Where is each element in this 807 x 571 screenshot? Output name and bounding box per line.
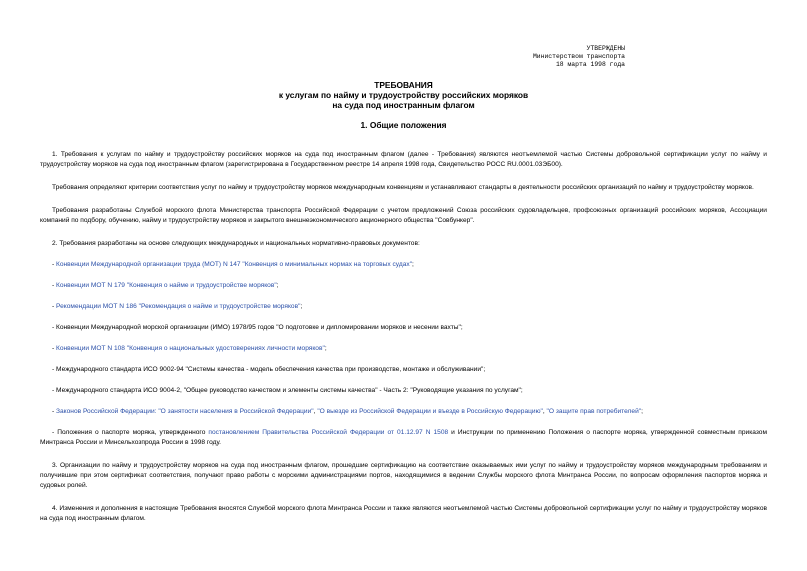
paragraph-1: 1. Требования к услугам по найму и трудоустройству российских моряков на суда под иностранным флагом (далее - Требования) являются неотъемлемой частью Системы добровольной сертификации услуг по найму и трудоустройству моряков на суда под иностранным флагом (зарегистрирована в Государственном реестре 14 апреля 1998 года, Свидетельство РОСС RU.0001.03ЭБ00).	[40, 151, 767, 168]
paragraph-3: 3. Организации по найму и трудоустройству моряков на суда под иностранным флагом, прошедшие сертификацию на соответствие оказываемых ими услуг по найму и трудоустройству моряков международным требованиям и получившие при этом сертификат соответствия, получают право работы с морскими администрациями портов, находящимися в ведении Службы морского флота Минтранса России, по вопросам оформления паспортов моряка и судовых ролей.	[40, 462, 767, 489]
list-item-ilo-108: - Конвенции МОТ N 108 "Конвенция о национальных удостоверениях личности моряков";	[52, 345, 327, 352]
document-title	[0, 80, 807, 110]
title-line-1: ТРЕБОВАНИЯ	[374, 80, 433, 90]
paragraph-2: 2. Требования разработаны на основе следующих международных и национальных нормативно-правовых документов:	[52, 240, 420, 247]
list-item-ilo-186: - Рекомендации МОТ N 186 "Рекомендация о найме и трудоустройстве моряков";	[52, 303, 303, 310]
list-item-laws: - Законов Российской Федерации: "О занятости населения в Российской Федерации", "О выезде из Российской Федерации и въезде в Российскую Федерацию", "О защите прав потребителей";	[52, 408, 643, 415]
list-item-ilo-179: - Конвенции МОТ N 179 "Конвенция о найме и трудоустройстве моряков";	[52, 282, 279, 289]
paragraph-4: 4. Изменения и дополнения в настоящие Требования вносятся Службой морского флота Минтранса России и также являются неотъемлемой частью Системы добровольной сертификации услуг по найму и трудоустройству моряков на суда под иностранным флагом.	[40, 505, 767, 522]
paragraph-criteria: Требования определяют критерии соответствия услуг по найму и трудоустройству моряков международным конвенциям и устанавливают стандарты в деятельности российских организаций по найму и трудоустройству моряков.	[52, 184, 754, 191]
title-line-3: на суда под иностранным флагом	[332, 100, 475, 110]
approval-line-ministry: Министерством транспорта	[532, 53, 625, 60]
link-ilo-186[interactable]: Рекомендации МОТ N 186 "Рекомендация о найме и трудоустройстве моряков"	[56, 303, 301, 310]
paragraph-developers: Требования разработаны Службой морского флота Министерства транспорта Российской Федерации с учетом предложений Союза российских судовладельцев, профсоюзных организаций российских моряков, Ассоциации компаний по подбору, обучению, найму и трудоустройству моряков и закрытого внешнеэкономического акционерного общества "Совбункер".	[40, 207, 767, 224]
link-law-consumer-rights[interactable]: "О защите прав потребителей"	[546, 408, 642, 415]
link-law-employment[interactable]: Законов Российской Федерации: "О занятости населения в Российской Федерации"	[56, 408, 314, 415]
list-item-iso-9004: - Международного стандарта ИСО 9004-2, "Общее руководство качеством и элементы системы качества" - Часть 2: "Руководящие указания по услугам";	[52, 387, 523, 394]
list-item-passport-regulation: - Положения о паспорте моряка, утвержденного постановлением Правительства Российской Федерации от 01.12.97 N 1508 и Инструкции по применению Положения о паспорте моряка, утвержденной совместным приказом Минтранса России и Минсельхозпрода России в 1998 году.	[40, 429, 767, 446]
document-body	[40, 150, 767, 537]
link-ilo-108[interactable]: Конвенции МОТ N 108 "Конвенция о национальных удостоверениях личности моряков"	[56, 345, 325, 352]
title-line-2: к услугам по найму и трудоустройству российских моряков	[278, 90, 529, 100]
list-item-imo: - Конвенции Международной морской организации (ИМО) 1978/95 годов "О подготовке и дипломировании моряков и несении вахты";	[52, 324, 463, 331]
link-ilo-179[interactable]: Конвенции МОТ N 179 "Конвенция о найме и трудоустройстве моряков"	[56, 282, 277, 289]
list-item-iso-9002: - Международного стандарта ИСО 9002-94 "Системы качества - модель обеспечения качества при производстве, монтаже и обслуживании";	[52, 366, 486, 373]
list-item-ilo-147: - Конвенции Международной организации труда (МОТ) N 147 "Конвенция о минимальных нормах на торговых судах";	[52, 261, 414, 268]
approval-stamp	[505, 45, 625, 69]
link-law-exit-entry[interactable]: "О выезде из Российской Федерации и въезде в Российскую Федерацию"	[317, 408, 543, 415]
link-government-resolution-1508[interactable]: постановлением Правительства Российской Федерации от 01.12.97 N 1508	[208, 429, 449, 436]
section-heading-general: 1. Общие положения	[360, 120, 447, 130]
approval-line-approved: УТВЕРЖДЕНЫ	[586, 45, 625, 52]
approval-line-date: 18 марта 1998 года	[555, 61, 625, 68]
link-ilo-147[interactable]: Конвенции Международной организации труда (МОТ) N 147 "Конвенция о минимальных нормах на торговых судах"	[56, 261, 413, 268]
